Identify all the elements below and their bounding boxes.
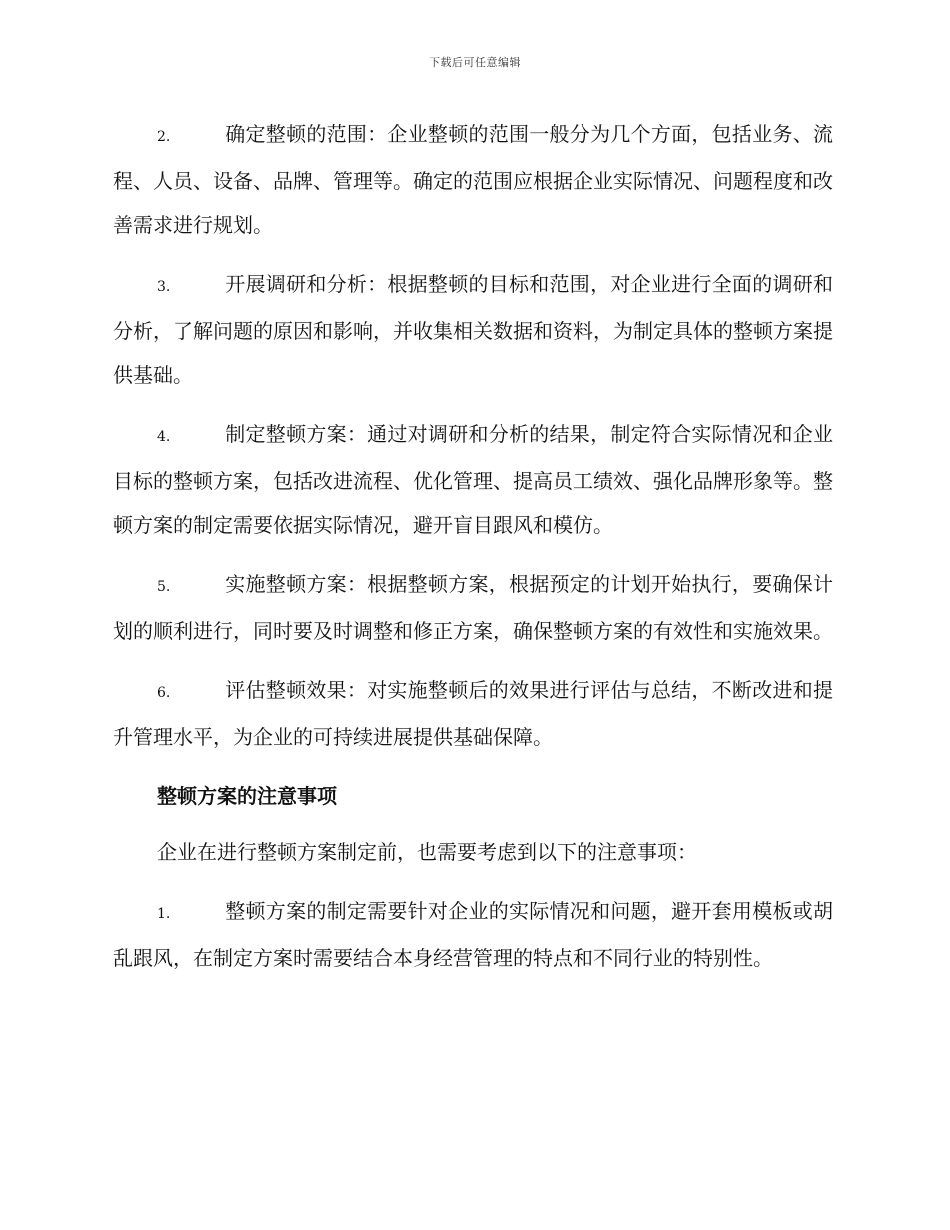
list-item-text: 实施整顿方案：根据整顿方案，根据预定的计划开始执行，要确保计划的顺利进行，同时要及时调整和修正方案，确保整顿方案的有效性和实施效果。	[113, 572, 833, 643]
list-item-4	[113, 412, 833, 547]
document-body	[113, 112, 833, 995]
list-item-number: 2.	[157, 129, 171, 145]
section-heading: 整顿方案的注意事项	[157, 784, 337, 808]
section-intro: 企业在进行整顿方案制定前，也需要考虑到以下的注意事项：	[157, 840, 697, 864]
list-item-number: 3.	[157, 279, 171, 295]
list-item-number: 4.	[157, 429, 171, 445]
list-item-2	[113, 112, 833, 247]
list-item-number: 1.	[157, 906, 171, 922]
list-item-5	[113, 562, 833, 653]
list-item-text: 制定整顿方案：通过对调研和分析的结果，制定符合实际情况和企业目标的整顿方案，包括改进流程、优化管理、提高员工绩效、强化品牌形象等。整顿方案的制定需要依据实际情况，避开盲目跟风和模仿。	[113, 422, 833, 537]
list-item-text: 确定整顿的范围：企业整顿的范围一般分为几个方面，包括业务、流程、人员、设备、品牌、管理等。确定的范围应根据企业实际情况、问题程度和改善需求进行规划。	[113, 122, 833, 237]
list-item-text: 整顿方案的制定需要针对企业的实际情况和问题，避开套用模板或胡乱跟风，在制定方案时需要结合本身经营管理的特点和不同行业的特别性。	[113, 899, 833, 970]
list-item-number: 6.	[157, 685, 171, 701]
notes-item-1	[113, 889, 833, 980]
list-item-6	[113, 668, 833, 759]
list-item-text: 评估整顿效果：对实施整顿后的效果进行评估与总结，不断改进和提升管理水平，为企业的可持续进展提供基础保障。	[113, 678, 833, 749]
list-item-number: 5.	[157, 579, 171, 595]
list-item-text: 开展调研和分析：根据整顿的目标和范围，对企业进行全面的调研和分析，了解问题的原因和影响，并收集相关数据和资料，为制定具体的整顿方案提供基础。	[113, 272, 833, 387]
page-header: 下载后可任意编辑	[429, 56, 521, 69]
list-item-3	[113, 262, 833, 397]
